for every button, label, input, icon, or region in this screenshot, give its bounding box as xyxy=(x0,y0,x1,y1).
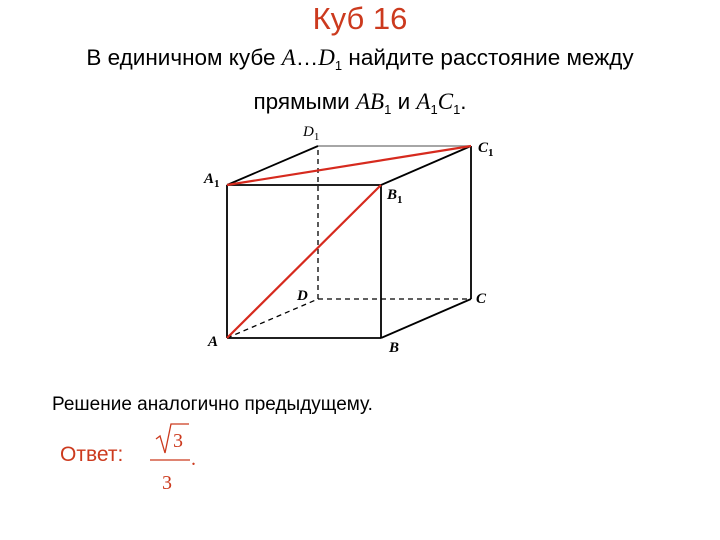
answer-denominator: 3 xyxy=(162,472,172,494)
answer-label: Ответ: xyxy=(60,443,124,466)
vertex-label-B1: $B_1$ xyxy=(387,187,403,206)
vertex-label-A1: $A_1$ xyxy=(204,171,220,190)
edge-A-D xyxy=(227,299,318,338)
vertex-label-B: B xyxy=(389,340,400,356)
vertex-label-C: C xyxy=(476,291,487,307)
edge-B-C xyxy=(381,299,471,338)
segment-A1C1 xyxy=(227,146,471,185)
vertex-label-C1: $C_1$ xyxy=(478,140,494,159)
segment-AB1 xyxy=(227,185,381,338)
page-title: Куб 16 xyxy=(312,1,408,36)
answer-fraction xyxy=(150,424,196,494)
vertex-label-A: A xyxy=(208,334,219,350)
vertex-label-D: D xyxy=(297,288,308,304)
answer-numerator: 3 xyxy=(173,430,183,452)
vertex-label-D1: $D_1$ xyxy=(303,124,320,143)
edge-A1-D1 xyxy=(227,146,318,185)
problem-line-2: прямыми $AB_1$ и $A_1C_1$. xyxy=(253,89,467,117)
problem-line-1: В единичном кубе $A\dots D_1$ найдите расстояние между xyxy=(86,45,634,73)
solution-text: Решение аналогично предыдущему. xyxy=(52,394,373,415)
edge-B1-C1 xyxy=(381,146,471,185)
answer-period: . xyxy=(191,448,196,470)
